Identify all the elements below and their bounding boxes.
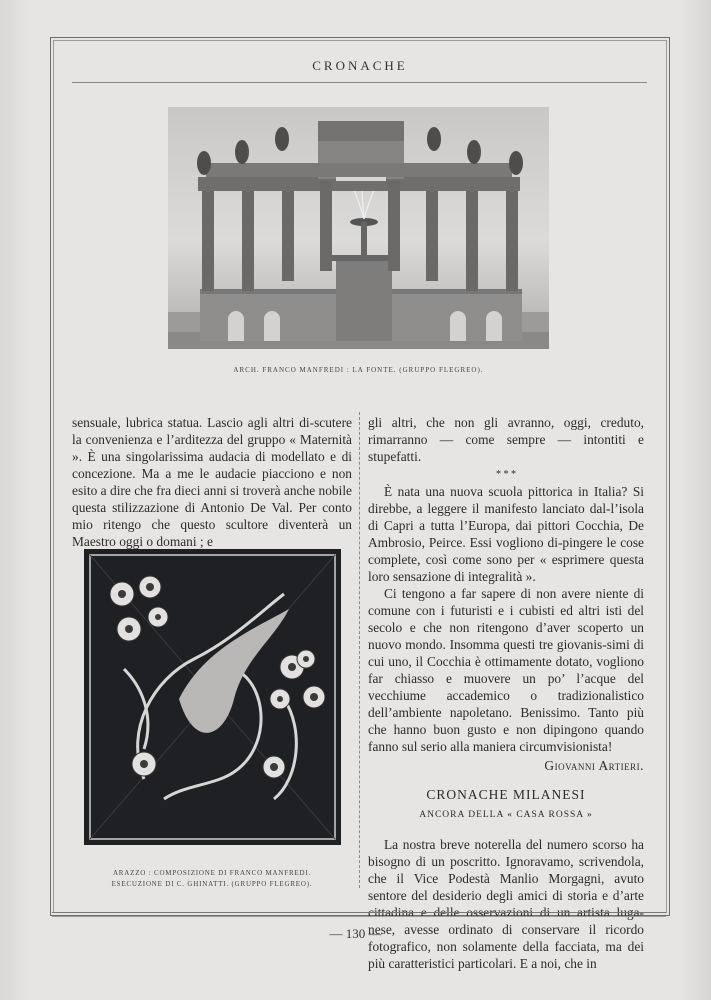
page-number: — 130 —	[329, 926, 382, 941]
bottom-rule	[52, 912, 666, 917]
right-paragraph-4: La nostra breve noterella del numero scorso ha bisogno di un poscritto. Ignoravamo, scrivendola, che il Vice Podestà Manlio Morgagni, avuto sentore del desiderio degli amici di storia e d’arte cittadina e delle osservazioni di un artista luga-nese, avesse ordinato di conservare il ricordo fotografico, non solamente della facciata, ma dei più caratteristici particolari. E a noi, che in	[368, 837, 644, 971]
header-rule	[72, 82, 647, 83]
section-title: CRONACHE MILANESI	[426, 787, 586, 802]
running-header: CRONACHE	[312, 58, 408, 73]
author-signature: Giovanni Artieri.	[544, 758, 644, 773]
fountain-photograph	[168, 107, 549, 349]
fountain-caption: ARCH. FRANCO MANFREDI : LA FONTE. (GRUPPO FLEGREO).	[233, 366, 484, 374]
section-subtitle: ANCORA DELLA « CASA ROSSA »	[419, 810, 593, 820]
tapestry-caption	[72, 868, 352, 890]
tapestry-photograph	[84, 549, 341, 845]
left-column-text	[72, 414, 352, 550]
tapestry-caption-line-2: ESECUZIONE DI C. GHINATTI. (GRUPPO FLEGREO).	[111, 880, 313, 888]
fountain-illustration	[168, 107, 549, 349]
tapestry-caption-line-1: ARAZZO : COMPOSIZIONE DI FRANCO MANFREDI.	[112, 869, 312, 877]
left-paragraph: sensuale, lubrica statua. Lascio agli altri di-scutere la convenienza e l’arditezza del gruppo « Maternità ». È una singolarissima audacia di modellato e di concezione. Ma a me le audacie piacciono e non esito a dire che fra dieci anni si troverà anche nobile questa stilizzazione di Antonio De Val. Per conto mio ritengo che questo scultore diventerà un Maestro oggi o domani ; e	[72, 415, 352, 549]
tapestry-illustration	[84, 549, 341, 845]
column-divider	[359, 412, 360, 888]
right-paragraph-2: È nata una nuova scuola pittorica in Italia? Si direbbe, a leggere il manifesto lanciato dal-l’isola di Capri a tutta l’Europa, dai pittori Cocchia, De Ambrosio, Peirce. Essi vogliono di-pingere le cose complete, così come sono per « esprimere questa loro sensazione di integralità ».	[368, 484, 644, 584]
right-column-text	[368, 414, 644, 972]
section-break-stars: * * *	[496, 469, 516, 480]
right-paragraph-1: gli altri, che non gli avranno, oggi, creduto, rimarranno — come sempre — intontiti e stupefatti.	[368, 415, 644, 464]
right-paragraph-3: Ci tengono a far sapere di non avere niente di comune con i futuristi e i cubisti ed altri isti del secolo e che non ritengono d’aver scoperto un nuovo mondo. Insomma questi tre giovanis-simi di cui uno, il Cocchia è ottimamente dotato, vogliono far chiasso e muovere un po’ l’acque del vecchiume accademico o tradizionalistico dell’ambiente napoletano. Benissimo. Tanto più che hanno buon gusto e non dipingono quando fanno sul serio alla maniera circumvisionista!	[368, 586, 644, 754]
